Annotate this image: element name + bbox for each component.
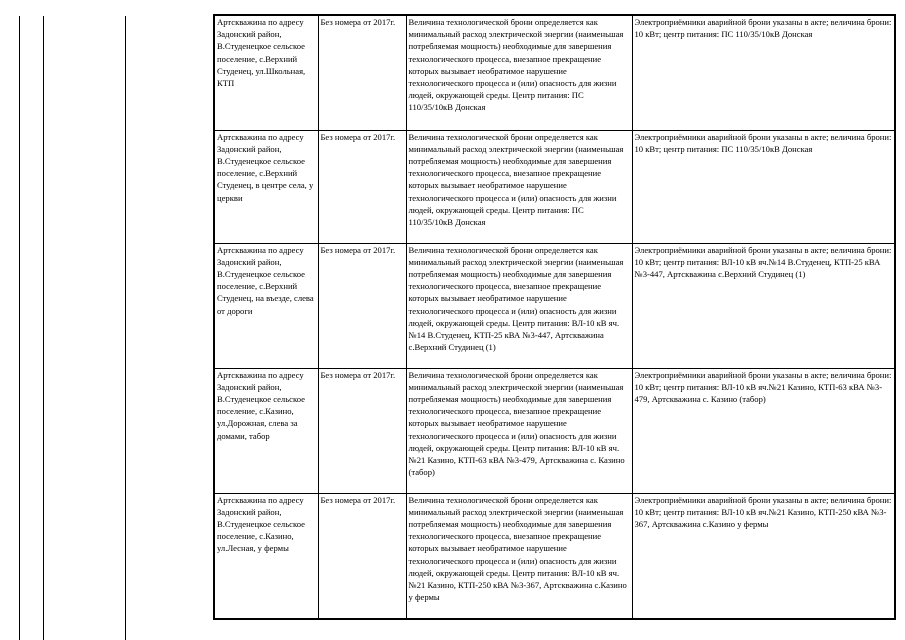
table-row (214, 130, 895, 243)
receivers-cell: Электроприёмники аварийной брони указаны в акте; величина брони: 10 кВт; центр питания: ВЛ-10 кВ яч.№21 Казино, КТП-250 кВА №3-367, Артскважина с.Казино у фермы (632, 493, 895, 619)
document-number-cell: Без номера от 2017г. (318, 130, 406, 243)
emergency-reserve-table (213, 14, 896, 620)
document-number-cell: Без номера от 2017г. (318, 15, 406, 130)
address-cell: Артскважина по адресу Задонский район, В.Студенецкое сельское поселение, с.Верхний Студенец, на въезде, слева от дороги (214, 243, 318, 368)
reserve-reason-cell: Величина технологической брони определяется как минимальный расход электрической энергии (наименьшая потребляемая мощность) необходимые для завершения технологического процесса, внезапное прекращение которых вызывает необратимое нарушение технологического процесса и (или) опасность для жизни людей, окружающей среды. Центр питания: ВЛ-10 кВ яч.№14 В.Студенец, КТП-25 кВА №3-447, Артскважина с.Верхний Студинец (1) (406, 243, 632, 368)
address-cell: Артскважина по адресу Задонский район, В.Студенецкое сельское поселение, с.Казино, ул.Лесная, у фермы (214, 493, 318, 619)
reserve-reason-cell: Величина технологической брони определяется как минимальный расход электрической энергии (наименьшая потребляемая мощность) необходимые для завершения технологического процесса, внезапное прекращение которых вызывает необратимое нарушение технологического процесса и (или) опасность для жизни людей, окружающей среды. Центр питания: ВЛ-10 кВ яч.№21 Казино, КТП-250 кВА №3-367, Артскважина с.Казино у фермы (406, 493, 632, 619)
reserve-reason-cell: Величина технологической брони определяется как минимальный расход электрической энергии (наименьшая потребляемая мощность) необходимые для завершения технологического процесса, внезапное прекращение которых вызывает необратимое нарушение технологического процесса и (или) опасность для жизни людей, окружающей среды. Центр питания: ПС 110/35/10кВ Донская (406, 15, 632, 130)
receivers-cell: Электроприёмники аварийной брони указаны в акте; величина брони: 10 кВт; центр питания: ПС 110/35/10кВ Донская (632, 15, 895, 130)
table-row (214, 243, 895, 368)
table-row (214, 493, 895, 619)
left-column-rule-1 (19, 16, 20, 640)
table-row (214, 368, 895, 493)
receivers-cell: Электроприёмники аварийной брони указаны в акте; величина брони: 10 кВт; центр питания: ПС 110/35/10кВ Донская (632, 130, 895, 243)
table-row (214, 15, 895, 130)
document-number-cell: Без номера от 2017г. (318, 368, 406, 493)
address-cell: Артскважина по адресу Задонский район, В.Студенецкое сельское поселение, с.Верхний Студенец, ул.Школьная, КТП (214, 15, 318, 130)
reserve-reason-cell: Величина технологической брони определяется как минимальный расход электрической энергии (наименьшая потребляемая мощность) необходимые для завершения технологического процесса, внезапное прекращение которых вызывает необратимое нарушение технологического процесса и (или) опасность для жизни людей, окружающей среды. Центр питания: ПС 110/35/10кВ Донская (406, 130, 632, 243)
left-column-rule-2 (43, 16, 44, 640)
reserve-reason-cell: Величина технологической брони определяется как минимальный расход электрической энергии (наименьшая потребляемая мощность) необходимые для завершения технологического процесса, внезапное прекращение которых вызывает необратимое нарушение технологического процесса и (или) опасность для жизни людей, окружающей среды. Центр питания: ВЛ-10 кВ яч.№21 Казино, КТП-63 кВА №3-479, Артскважина с. Казино (табор) (406, 368, 632, 493)
document-number-cell: Без номера от 2017г. (318, 243, 406, 368)
document-number-cell: Без номера от 2017г. (318, 493, 406, 619)
left-column-rule-3 (125, 16, 126, 640)
receivers-cell: Электроприёмники аварийной брони указаны в акте; величина брони: 10 кВт; центр питания: ВЛ-10 кВ яч.№14 В.Студенец, КТП-25 кВА №3-447, Артскважина с.Верхний Студинец (1) (632, 243, 895, 368)
receivers-cell: Электроприёмники аварийной брони указаны в акте; величина брони: 10 кВт; центр питания: ВЛ-10 кВ яч.№21 Казино, КТП-63 кВА №3-479, Артскважина с. Казино (табор) (632, 368, 895, 493)
address-cell: Артскважина по адресу Задонский район, В.Студенецкое сельское поселение, с.Казино, ул.Дорожная, слева за домами, табор (214, 368, 318, 493)
address-cell: Артскважина по адресу Задонский район, В.Студенецкое сельское поселение, с.Верхний Студенец, в центре села, у церкви (214, 130, 318, 243)
